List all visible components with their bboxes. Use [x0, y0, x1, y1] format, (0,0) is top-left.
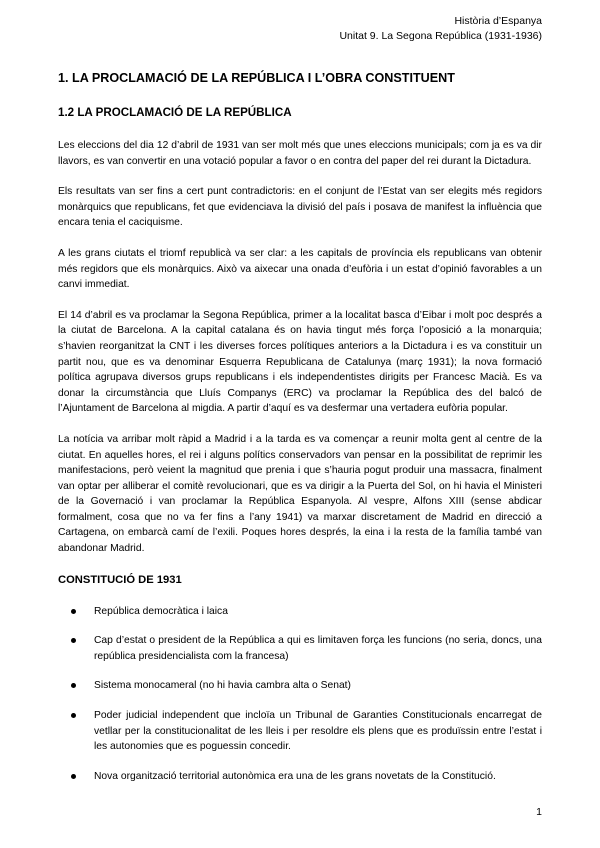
- paragraph: A les grans ciutats el triomf republicà va ser clar: a les capitals de província els republicans van obtenir més regidors que els monàrquics. Això va aixecar una onada d’eufòria i un estat d’opinió favorables a un canvi immediat.: [58, 247, 542, 291]
- list-item: [58, 708, 542, 755]
- list-item-text: Sistema monocameral (no hi havia cambra alta o Senat): [94, 680, 351, 692]
- paragraph: El 14 d’abril es va proclamar la Segona República, primer a la localitat basca d’Eibar i molt poc després a la ciutat de Barcelona. A la capital catalana és on havia tingut més força l’oposició a la monarquia; s’havien reorganitzat la CNT i les diverses forces polítiques anteriors a la Dictadura i es va constituir un partit nou, que es va denominar Esquerra Republicana de Catalunya (març 1931); la nova formació política agrupava diversos grups republicans i els independentistes dirigits per Francesc Macià. Es va donar la circumstància que Lluís Companys (ERC) va proclamar la República des del balcó de l’Ajuntament de Barcelona al migdia. A partir d’aquí es va desfermar una vertadera eufòria popular.: [58, 309, 542, 415]
- bullet-icon: [71, 609, 76, 614]
- bullet-icon: [71, 713, 76, 718]
- constitution-heading: CONSTITUCIÓ DE 1931: [58, 573, 182, 586]
- list-item-text: Cap d’estat o president de la República a qui es limitaven força les funcions (no seria, doncs, una república presidencialista com la francesa): [94, 635, 542, 662]
- constitution-list: [58, 604, 542, 785]
- header-unit: Unitat 9. La Segona República (1931-1936): [339, 30, 542, 42]
- bullet-icon: [71, 638, 76, 643]
- section-heading: 1.2 LA PROCLAMACIÓ DE LA REPÚBLICA: [58, 106, 292, 119]
- list-item: [58, 678, 542, 694]
- main-heading: 1. LA PROCLAMACIÓ DE LA REPÚBLICA I L’OBRA CONSTITUENT: [58, 71, 455, 85]
- list-item-text: Nova organització territorial autonòmica era una de les grans novetats de la Constitució.: [94, 770, 496, 782]
- page-header: [339, 14, 542, 44]
- bullet-icon: [71, 774, 76, 779]
- document-body: [58, 70, 542, 798]
- header-subject: Història d’Espanya: [454, 15, 542, 27]
- paragraph: La notícia va arribar molt ràpid a Madrid i a la tarda es va començar a reunir molta gent al centre de la ciutat. En aquelles hores, el rei i alguns polítics conservadors van pensar en la possibilitat de reprimir les manifestacions, però veient la magnitud que prenia i que s’hauria pogut produir una massacra, finalment van optar per alliberar el comitè revolucionari, que es va dirigir a la Puerta del Sol, on hi havia el Ministeri de la Governació i van proclamar la República Espanyola. Al vespre, Alfons XIII (sense abdicar formalment, cosa que no va fer fins a l’any 1941) va marxar discretament de Madrid en direcció a Cartagena, on embarcà camí de l’exili. Poques hores després, la eina i la resta de la família també van abandonar Madrid.: [58, 433, 542, 555]
- paragraph: Les eleccions del dia 12 d’abril de 1931 van ser molt més que unes eleccions municipals; com ja es va dir llavors, es van convertir en una votació popular a favor o en contra del paper del rei durant la Dictadura.: [58, 140, 542, 167]
- bullet-icon: [71, 683, 76, 688]
- list-item: [58, 633, 542, 664]
- list-item: [58, 769, 542, 785]
- list-item: [58, 604, 542, 620]
- list-item-text: República democràtica i laica: [94, 605, 228, 617]
- paragraph: Els resultats van ser fins a cert punt contradictoris: en el conjunt de l’Estat van ser elegits més regidors monàrquics que republicans, fet que evidenciava la divisió del país i posava de manifest la influència que encara tenia el caciquisme.: [58, 186, 542, 229]
- page-number: 1: [536, 806, 542, 818]
- list-item-text: Poder judicial independent que incloïa un Tribunal de Garanties Constitucionals encarregat de vetllar per la constitucionalitat de les lleis i per resoldre els plens que es produïssin entre l’estat i les autonomies que es poguessin concedir.: [94, 710, 542, 753]
